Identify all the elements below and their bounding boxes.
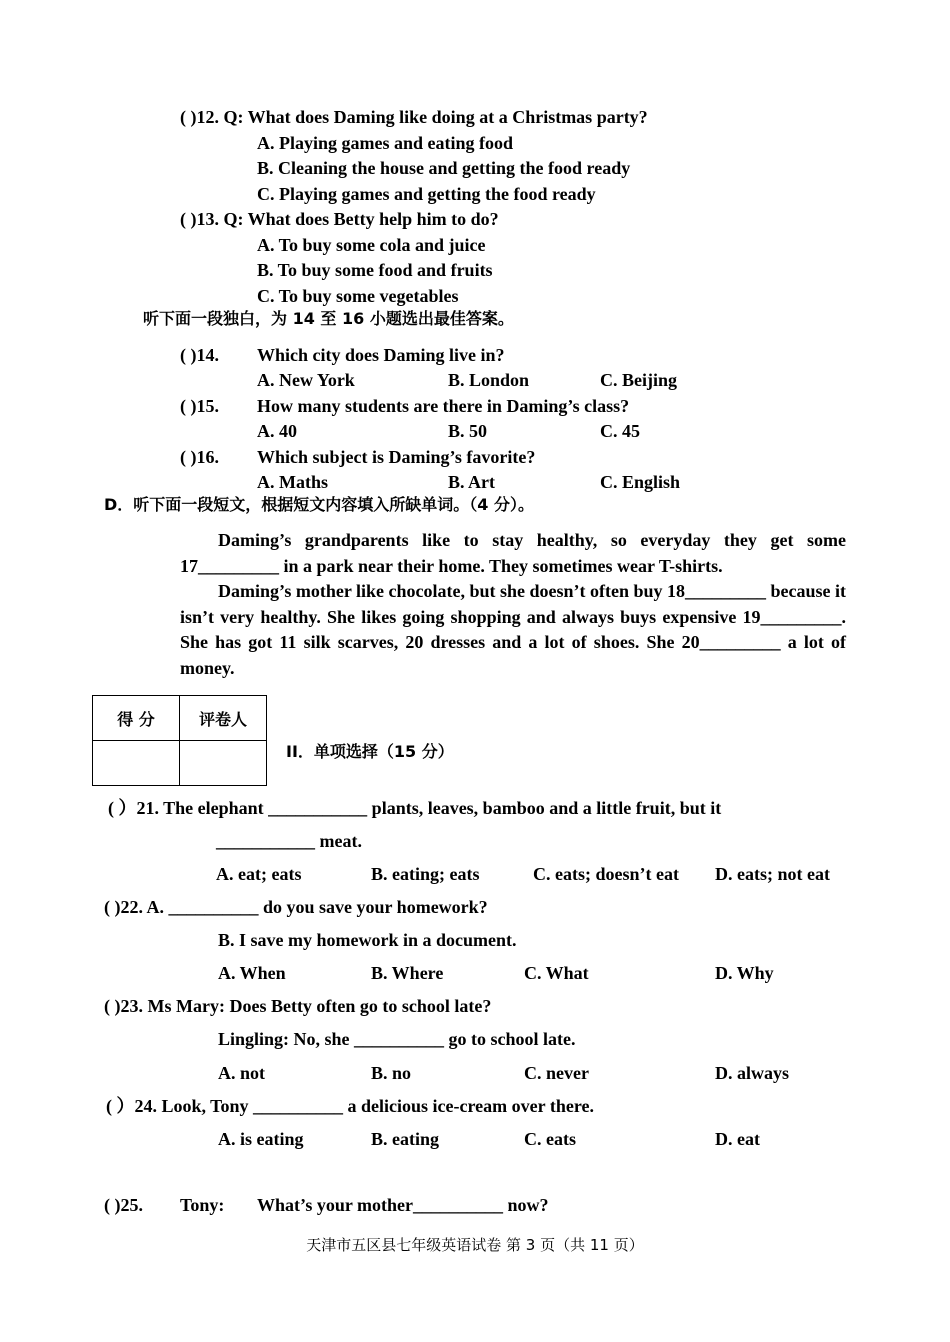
q15-option-c: C. 45 (600, 421, 640, 441)
q21-line-1: ( ）21. The elephant ___________ plants, leaves, bamboo and a little fruit, but it (108, 798, 722, 818)
q15-option-a: A. 40 (257, 421, 297, 441)
q16-option-c: C. English (600, 472, 681, 492)
q23-option-b: B. no (371, 1063, 412, 1083)
q13-option-a: A. To buy some cola and juice (257, 235, 486, 255)
q16-number: ( )16. (180, 447, 219, 467)
q22-line-2: B. I save my homework in a document. (218, 930, 517, 950)
passage-paragraph-2: Daming’s mother like chocolate, but she doesn’t often buy 18_________ because it isn’t very healthy. She likes going shopping and always buys expensive 19_________. She has got 11 silk scarves, 20 dresses and a lot of shoes. She 20_________ a lot of money. (180, 581, 846, 678)
q16-option-b: B. Art (448, 472, 495, 492)
grader-header: 评卷人 (180, 696, 267, 741)
q25-number: ( )25. (104, 1195, 143, 1215)
score-table (92, 695, 267, 786)
q12-option-c: C. Playing games and getting the food ready (257, 184, 596, 204)
q22-option-d: D. Why (715, 963, 774, 983)
q25-text: What’s your mother__________ now? (257, 1195, 549, 1215)
q21-line-2: ___________ meat. (216, 831, 362, 851)
q23-option-a: A. not (218, 1063, 266, 1083)
q21-option-b: B. eating; eats (371, 864, 480, 884)
q14-option-c: C. Beijing (600, 370, 678, 390)
q24-line-1: ( ）24. Look, Tony __________ a delicious ice-cream over there. (106, 1096, 594, 1116)
q22-option-a: A. When (218, 963, 286, 983)
q13-option-c: C. To buy some vegetables (257, 286, 459, 306)
q24-option-d: D. eat (715, 1129, 760, 1149)
q21-option-c: C. eats; doesn’t eat (533, 864, 679, 884)
section-2-title: II．单项选择（15 分） (286, 742, 454, 761)
q22-line-1: ( )22. A. __________ do you save your homework? (104, 897, 488, 917)
grader-cell (180, 741, 267, 786)
q22-option-b: B. Where (371, 963, 444, 983)
q25-speaker: Tony: (180, 1195, 225, 1215)
q12-option-a: A. Playing games and eating food (257, 133, 514, 153)
q23-option-c: C. never (524, 1063, 589, 1083)
q12-stem: ( )12. Q: What does Daming like doing at a Christmas party? (180, 107, 648, 127)
q13-stem: ( )13. Q: What does Betty help him to do? (180, 209, 499, 229)
q16-option-a: A. Maths (257, 472, 328, 492)
monologue-instruction: 听下面一段独白，为 14 至 16 小题选出最佳答案。 (143, 309, 514, 328)
q24-option-c: C. eats (524, 1129, 576, 1149)
q12-option-b: B. Cleaning the house and getting the food ready (257, 158, 631, 178)
passage-paragraph-1: Daming’s grandparents like to stay healthy, so everyday they get some 17_________ in a park near their home. They sometimes wear T-shirts. (180, 530, 846, 576)
score-cell (93, 741, 180, 786)
q24-option-b: B. eating (371, 1129, 440, 1149)
q24-option-a: A. is eating (218, 1129, 304, 1149)
q23-line-1: ( )23. Ms Mary: Does Betty often go to school late? (104, 996, 492, 1016)
page-footer: 天津市五区县七年级英语试卷 第 3 页（共 11 页） (306, 1236, 644, 1254)
q14-stem: Which city does Daming live in? (257, 345, 505, 365)
q15-stem: How many students are there in Daming’s class? (257, 396, 630, 416)
part-d-instruction: D．听下面一段短文，根据短文内容填入所缺单词。（4 分）。 (104, 495, 534, 514)
q23-option-d: D. always (715, 1063, 790, 1083)
q14-option-a: A. New York (257, 370, 355, 390)
q23-line-2: Lingling: No, she __________ go to school late. (218, 1029, 576, 1049)
q21-option-a: A. eat; eats (216, 864, 302, 884)
q14-option-b: B. London (448, 370, 530, 390)
q13-option-b: B. To buy some food and fruits (257, 260, 493, 280)
q21-option-d: D. eats; not eat (715, 864, 830, 884)
q14-number: ( )14. (180, 345, 219, 365)
q22-option-c: C. What (524, 963, 589, 983)
q15-number: ( )15. (180, 396, 219, 416)
q15-option-b: B. 50 (448, 421, 488, 441)
score-header: 得 分 (93, 696, 180, 741)
q16-stem: Which subject is Daming’s favorite? (257, 447, 536, 467)
